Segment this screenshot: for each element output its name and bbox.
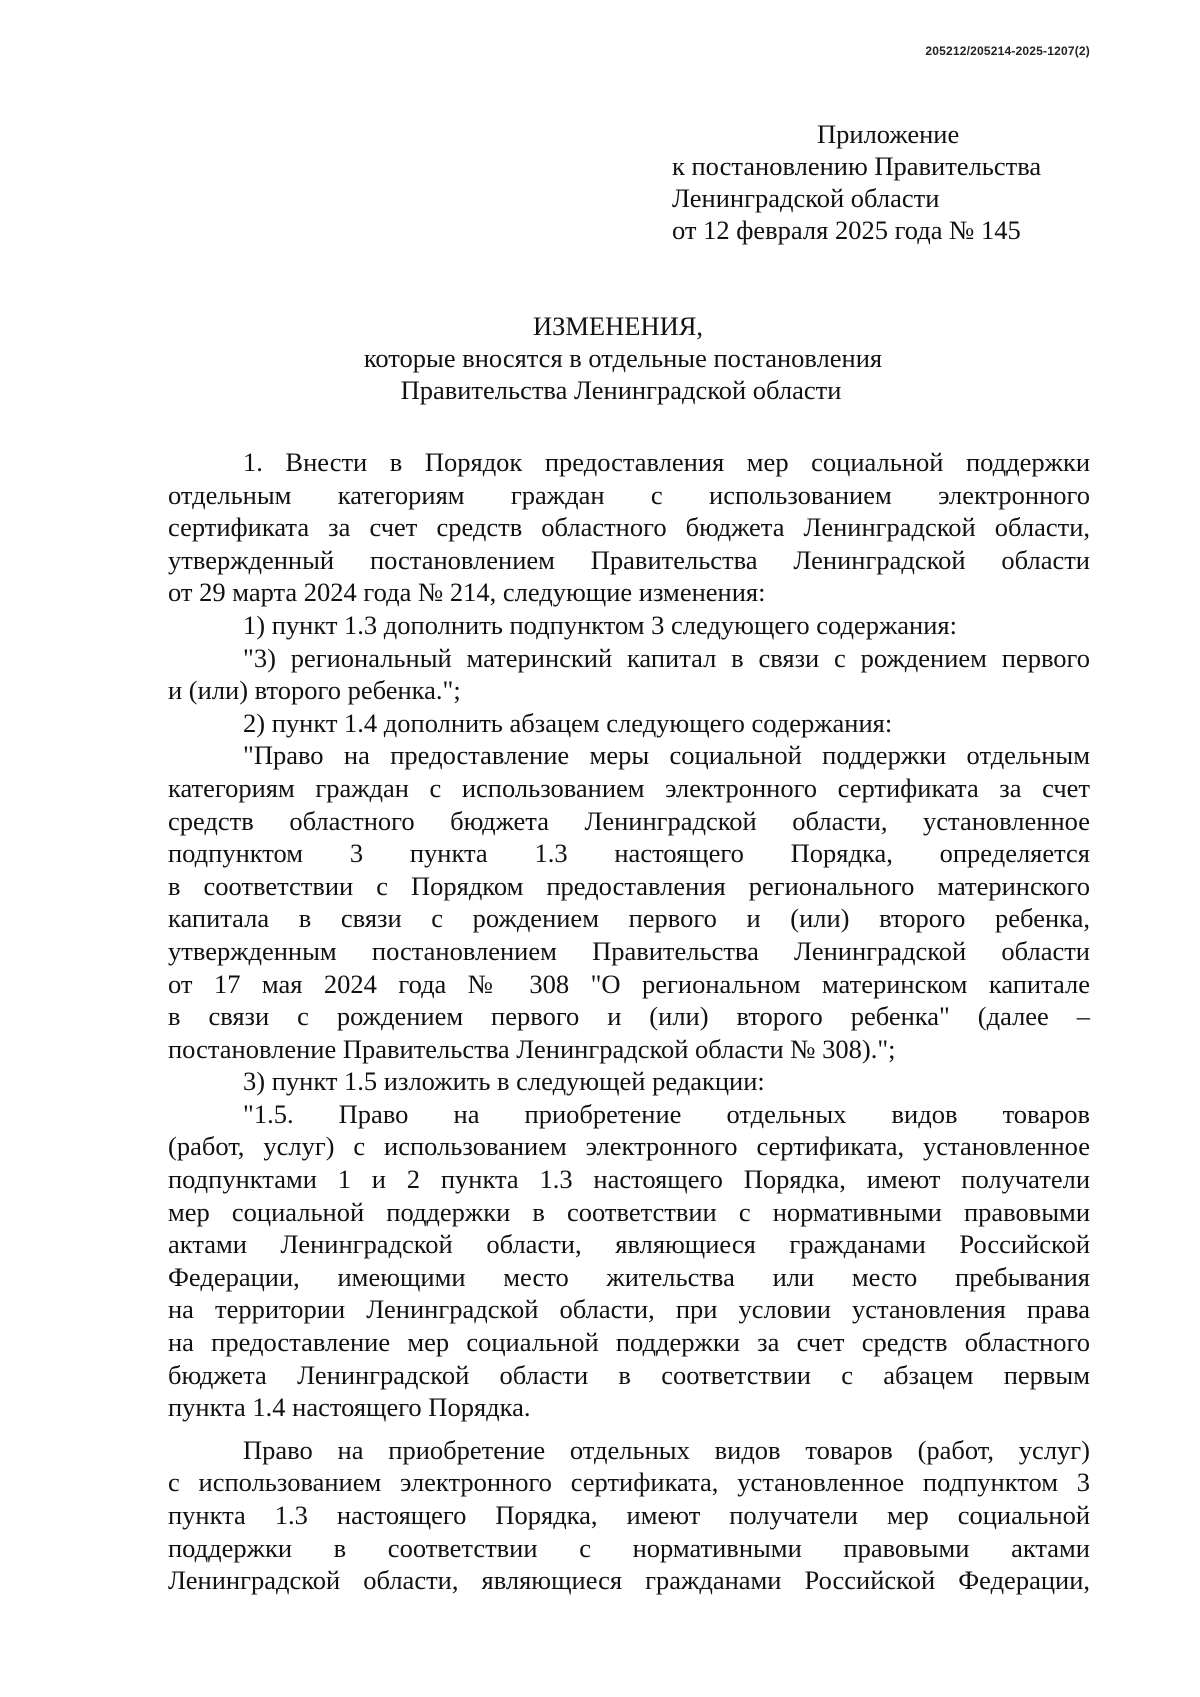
text-line: сертификата за счет средств областного бюджета Ленинградской области, [168, 512, 1090, 543]
text-line: "Право на предоставление меры социальной поддержки отдельным [243, 740, 1090, 771]
text-line: постановление Правительства Ленинградской области № 308)."; [168, 1033, 896, 1064]
document-id: 205212/205214-2025-1207(2) [925, 44, 1090, 58]
text-line: Ленинградской области, являющиеся гражданами Российской Федерации, [168, 1565, 1090, 1596]
appendix-line: Ленинградской области [672, 183, 940, 213]
appendix-line: от 12 февраля 2025 года № 145 [672, 215, 1021, 245]
text-line: и (или) второго ребенка."; [168, 675, 461, 706]
heading-subtitle: Правительства Ленинградской области [400, 375, 842, 405]
text-line: 2) пункт 1.4 дополнить абзацем следующего содержания: [243, 707, 893, 738]
text-line: Федерации, имеющими место жительства или место пребывания [168, 1261, 1090, 1292]
text-line: бюджета Ленинградской области в соответствии с абзацем первым [168, 1359, 1090, 1390]
text-line: категориям граждан с использованием электронного сертификата за счет [168, 772, 1090, 803]
text-line: на предоставление мер социальной поддержки за счет средств областного [168, 1327, 1090, 1358]
text-line: утвержденным постановлением Правительства Ленинградской области [168, 935, 1090, 966]
appendix-line: Приложение [817, 119, 960, 149]
text-line: пункта 1.4 настоящего Порядка. [168, 1392, 531, 1423]
text-line: актами Ленинградской области, являющиеся гражданами Российской [168, 1229, 1090, 1260]
text-line: Право на приобретение отдельных видов товаров (работ, услуг) [243, 1434, 1090, 1465]
text-line: в связи с рождением первого и (или) второго ребенка" (далее – [168, 1001, 1090, 1032]
text-line: 1. Внести в Порядок предоставления мер социальной поддержки [243, 447, 1090, 477]
appendix-line: к постановлению Правительства [672, 151, 1042, 181]
text-line: утвержденный постановлением Правительства Ленинградской области [168, 544, 1090, 575]
text-line: мер социальной поддержки в соответствии с нормативными правовыми [168, 1196, 1090, 1227]
text-line: поддержки в соответствии с нормативными правовыми актами [168, 1532, 1090, 1563]
document-body [168, 446, 1090, 1597]
text-line: 3) пункт 1.5 изложить в следующей редакции: [243, 1066, 765, 1097]
text-line: на территории Ленинградской области, при условии установления права [168, 1294, 1090, 1325]
text-line: в соответствии с Порядком предоставления регионального материнского [168, 870, 1090, 901]
text-line: 1) пункт 1.3 дополнить подпунктом 3 следующего содержания: [243, 609, 957, 640]
heading-subtitle: которые вносятся в отдельные постановления [363, 343, 883, 373]
text-line: от 17 мая 2024 года № 308 "О региональном материнском капитале [168, 968, 1090, 999]
text-line: с использованием электронного сертификата, установленное подпунктом 3 [168, 1467, 1090, 1498]
text-line: отдельным категориям граждан с использованием электронного [168, 479, 1090, 510]
heading-title: ИЗМЕНЕНИЯ, [532, 311, 704, 341]
text-line: подпунктами 1 и 2 пункта 1.3 настоящего Порядка, имеют получатели [168, 1164, 1090, 1195]
text-line: "1.5. Право на приобретение отдельных видов товаров [243, 1098, 1090, 1129]
text-line: (работ, услуг) с использованием электронного сертификата, установленное [168, 1131, 1090, 1162]
text-line: пункта 1.3 настоящего Порядка, имеют получатели мер социальной [168, 1500, 1090, 1530]
text-line: от 29 марта 2024 года № 214, следующие изменения: [168, 577, 766, 608]
text-line: капитала в связи с рождением первого и (или) второго ребенка, [168, 903, 1090, 934]
text-line: средств областного бюджета Ленинградской области, установленное [168, 805, 1090, 836]
text-line: "3) региональный материнский капитал в связи с рождением первого [243, 642, 1090, 673]
document-heading [0, 310, 1200, 406]
appendix-block [672, 118, 1041, 246]
text-line: подпунктом 3 пункта 1.3 настоящего Порядка, определяется [168, 838, 1090, 869]
